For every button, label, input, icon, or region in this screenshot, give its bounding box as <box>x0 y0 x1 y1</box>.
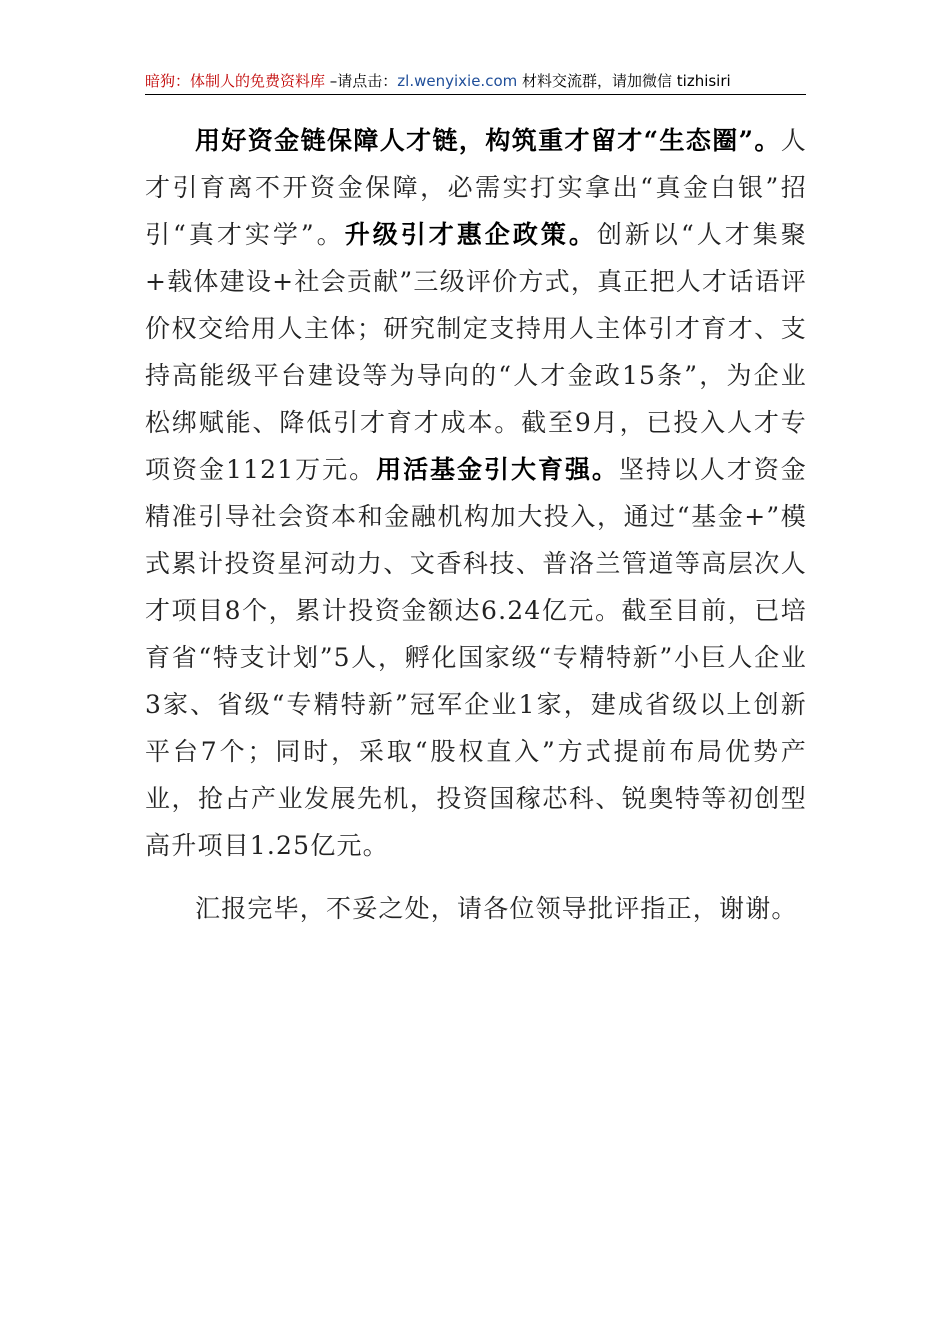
promo-click-text: –请点击： <box>325 72 398 90</box>
paragraph-closing: 汇报完毕，不妥之处，请各位领导批评指正，谢谢。 <box>195 894 798 923</box>
body-text: 创新以“人才集聚+载体建设+社会贡献”三级评价方式，真正把人才话语评价权交给用人主体；研究制定支持用人主体引才育才、支持高能级平台建设等为导向的“人才金政15条”，为企业松绑赋能、降低引才育才成本。截至9月，已投入人才专项资金1121万元。 <box>145 220 807 484</box>
website-link[interactable]: zl.wenyixie.com <box>397 72 518 90</box>
subheading-fund: 用活基金引大育强。 <box>376 455 619 484</box>
subheading-policy: 升级引才惠企政策。 <box>344 220 597 249</box>
paragraph-funding <box>145 117 807 869</box>
wechat-group-text: 材料交流群，请加微信 tizhisiri <box>517 72 731 90</box>
body-text: 人才引育离不开资金保障，必需实打实拿出“真金白银”招引“真才实学”。 <box>145 126 807 249</box>
document-body <box>145 117 807 932</box>
promo-text: 暗狗：体制人的免费资料库 <box>145 72 326 90</box>
section-heading: 用好资金链保障人才链，构筑重才留才“生态圈”。 <box>195 126 781 155</box>
body-text: 坚持以人才资金精准引导社会资本和金融机构加大投入，通过“基金+”模式累计投资星河动力、文香科技、普洛兰管道等高层次人才项目8个，累计投资金额达6.24亿元。截至目前，已培育省“特支计划”5人，孵化国家级“专精特新”小巨人企业3家、省级“专精特新”冠军企业1家，建成省级以上创新平台7个；同时，采取“股权直入”方式提前布局优势产业，抢占产业发展先机，投资国稼芯科、锐奥特等初创型高升项目1.25亿元。 <box>145 455 808 860</box>
page-header <box>145 70 806 95</box>
